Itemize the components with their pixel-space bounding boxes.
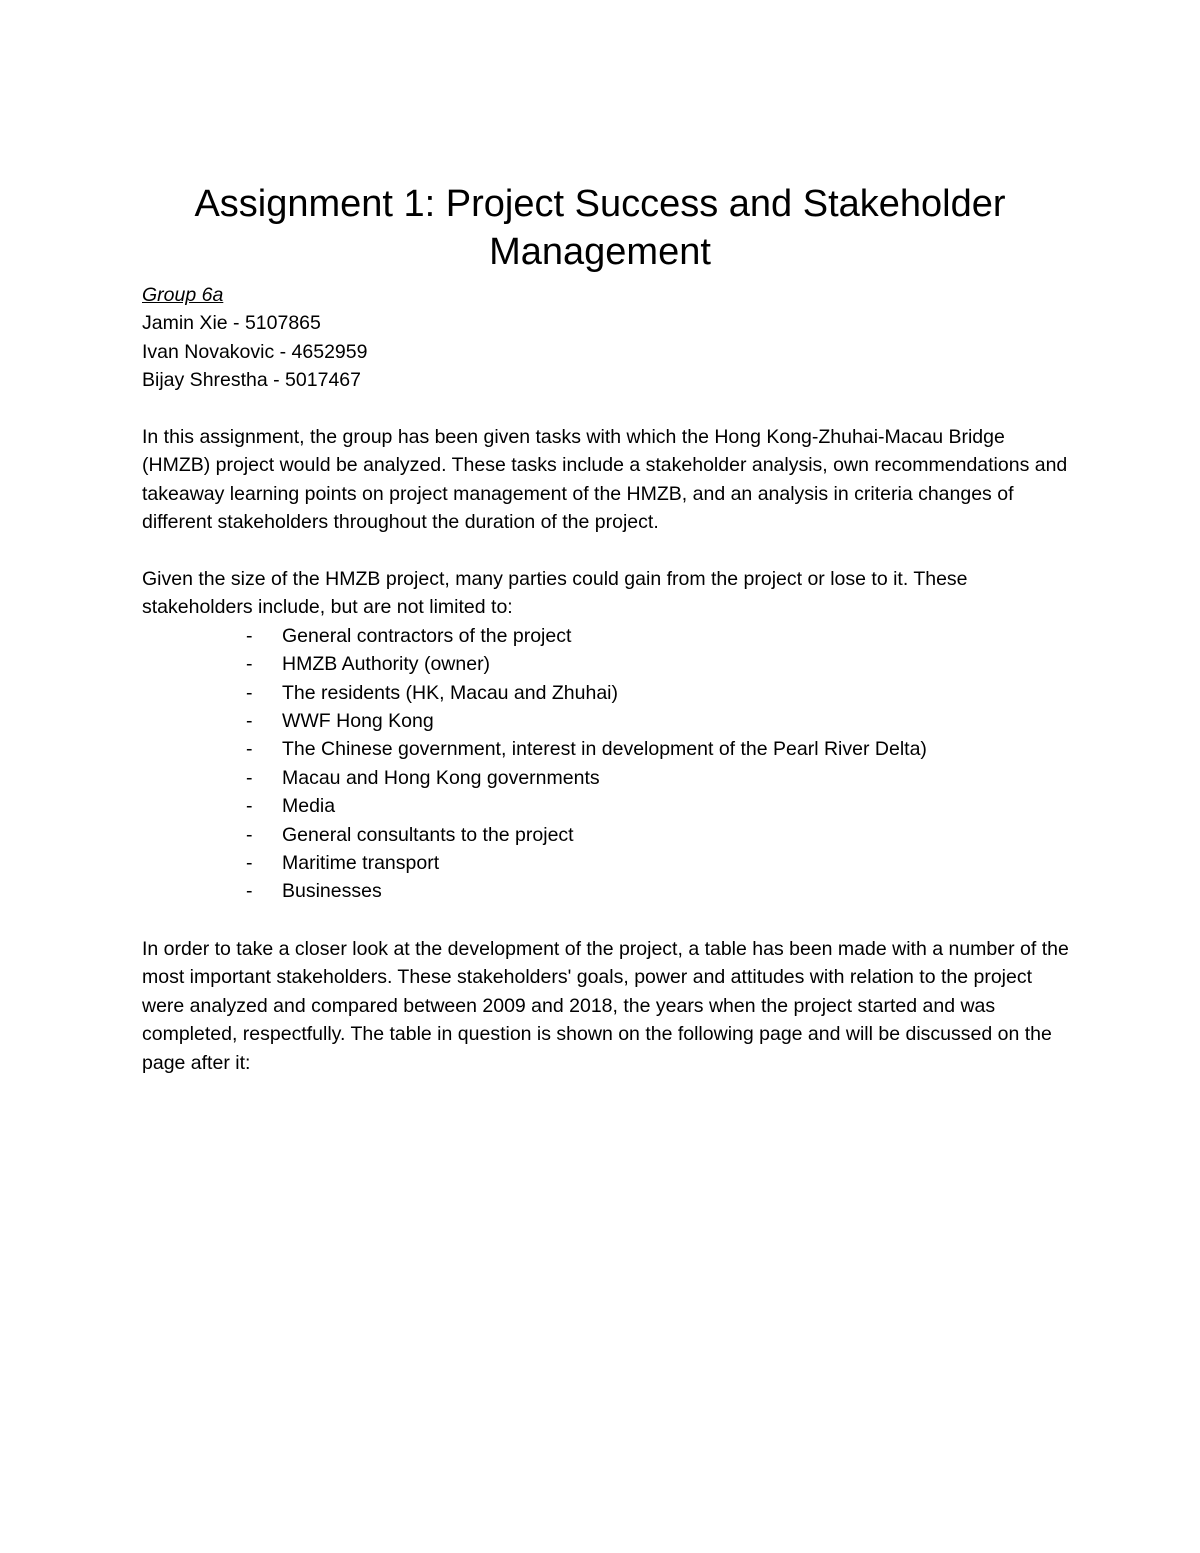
- group-member: Jamin Xie - 5107865: [142, 312, 321, 335]
- list-item-text: General contractors of the project: [282, 624, 572, 647]
- list-item-text: Businesses: [282, 880, 382, 903]
- bullet-dash: -: [246, 709, 253, 732]
- list-item-text: The Chinese government, interest in development of the Pearl River Delta): [282, 738, 927, 761]
- document-title: Assignment 1: Project Success and Stakeholder Management: [194, 183, 1006, 273]
- list-item: [142, 821, 1072, 849]
- group-member: Bijay Shrestha - 5017467: [142, 369, 361, 392]
- closing-paragraph: In order to take a closer look at the development of the project, a table has been made with a number of the most important stakeholders. These stakeholders' goals, power and attitudes with relation to the project were analyzed and compared between 2009 and 2018, the years when the project started and was completed, respectfully. The table in question is shown on the following page and will be discussed on the page after it:: [142, 938, 1069, 1074]
- list-item: [142, 679, 1072, 707]
- bullet-dash: -: [246, 880, 253, 903]
- list-item: [142, 735, 1072, 763]
- bullet-dash: -: [246, 795, 253, 818]
- list-item-text: Media: [282, 795, 336, 818]
- bullet-dash: -: [246, 823, 253, 846]
- group-label: Group 6a: [142, 284, 224, 306]
- list-item: [142, 650, 1072, 678]
- intro-paragraph: In this assignment, the group has been given tasks with which the Hong Kong-Zhuhai-Macau Bridge (HMZB) project would be analyzed. These tasks include a stakeholder analysis, own recommendations and takeaway learning points on project management of the HMZB, and an analysis in criteria changes of different stakeholders throughout the duration of the project.: [142, 426, 1068, 534]
- list-item: [142, 877, 1072, 905]
- list-item-text: The residents (HK, Macau and Zhuhai): [282, 681, 618, 704]
- list-item-text: WWF Hong Kong: [282, 709, 434, 732]
- bullet-dash: -: [246, 766, 253, 789]
- stakeholders-intro: Given the size of the HMZB project, many parties could gain from the project or lose to it. These stakeholders include, but are not limited to:: [142, 568, 968, 619]
- group-member: Ivan Novakovic - 4652959: [142, 340, 368, 363]
- list-item-text: Maritime transport: [282, 851, 440, 874]
- bullet-dash: -: [246, 624, 253, 647]
- stakeholder-list: [142, 622, 1072, 906]
- list-item-text: General consultants to the project: [282, 823, 574, 846]
- list-item-text: HMZB Authority (owner): [282, 653, 491, 676]
- group-block: [142, 281, 1072, 395]
- list-item: [142, 792, 1072, 820]
- list-item: [142, 764, 1072, 792]
- bullet-dash: -: [246, 851, 253, 874]
- bullet-dash: -: [246, 653, 253, 676]
- list-item: [142, 849, 1072, 877]
- bullet-dash: -: [246, 681, 253, 704]
- list-item-text: Macau and Hong Kong governments: [282, 766, 600, 789]
- stakeholders-section: [142, 565, 1072, 906]
- list-item: [142, 622, 1072, 650]
- bullet-dash: -: [246, 738, 253, 761]
- list-item: [142, 707, 1072, 735]
